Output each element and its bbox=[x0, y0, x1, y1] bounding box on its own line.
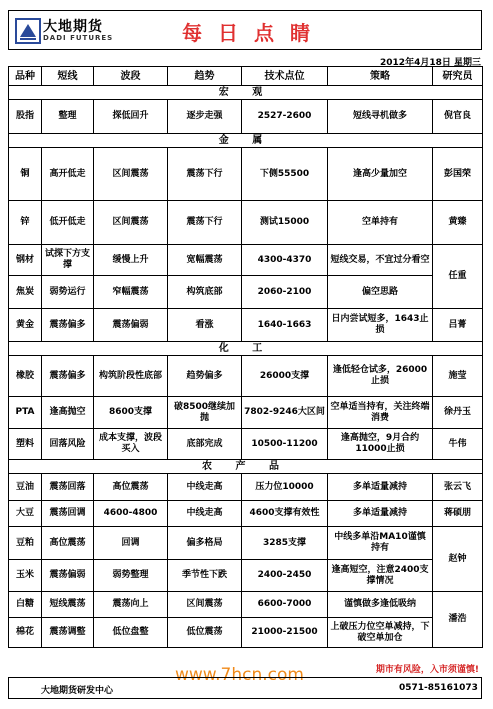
footer-lab: 大地期货研发中心 bbox=[41, 686, 114, 696]
page-title: 每日点睛 bbox=[182, 21, 326, 45]
table-row: 豆粕 高位震荡 回调 偏多格局 3285支撑 中线多单沿MA10谨慎持有 赵钟 bbox=[9, 527, 483, 560]
col-trend: 趋势 bbox=[168, 67, 242, 86]
col-tech: 技术点位 bbox=[242, 67, 328, 86]
table-row: 玉米 震荡偏弱 弱势整理 季节性下跌 2400-2450 逢高短空，注意2400支撑情况 bbox=[9, 560, 483, 592]
col-short: 短线 bbox=[42, 67, 94, 86]
header-row bbox=[9, 67, 483, 86]
header-box bbox=[8, 10, 482, 50]
table-row: 棉花 震荡调整 低位盘整 低位震荡 21000-21500 上破压力位空单减持，下破空单加仓 bbox=[9, 618, 483, 648]
col-strategy: 策略 bbox=[328, 67, 433, 86]
col-researcher: 研究员 bbox=[433, 67, 483, 86]
logo-name-cn: 大地期货 bbox=[43, 19, 103, 35]
table-row: 橡胶 震荡偏多 构筑阶段性底部 趋势偏多 26000支撑 逢低轻仓试多，26000止损 施莹 bbox=[9, 356, 483, 397]
table-row: PTA 逢高抛空 8600支撑 破8500继续加抛 7802-9246大区间 空单适当持有，关注终端消费 徐丹玉 bbox=[9, 397, 483, 429]
table-row: 股指 整理 探低回升 逐步走强 2527-2600 短线寻机做多 倪官良 bbox=[9, 100, 483, 134]
report-date: 2012年4月18日 星期三 bbox=[380, 58, 481, 68]
section-macro: 宏 观 bbox=[9, 86, 483, 100]
table-row: 黄金 震荡偏多 震荡偏弱 看涨 1640-1663 日内尝试短多，1643止损 吕菁 bbox=[9, 309, 483, 342]
table-row: 锌 低开低走 区间震荡 震荡下行 测试15000 空单持有 黄臻 bbox=[9, 201, 483, 245]
table-row: 塑料 回落风险 成本支撑，波段买入 底部完成 10500-11200 逢高抛空，9月合约11000止损 牛伟 bbox=[9, 429, 483, 460]
col-swing: 波段 bbox=[94, 67, 168, 86]
section-metals: 金 属 bbox=[9, 134, 483, 148]
table-row: 豆油 震荡回落 高位震荡 中线走高 压力位10000 多单适量减持 张云飞 bbox=[9, 474, 483, 501]
table-row: 焦炭 弱势运行 窄幅震荡 构筑底部 2060-2100 偏空思路 bbox=[9, 276, 483, 309]
table-row: 白糖 短线震荡 震荡向上 区间震荡 6600-7000 谨慎做多逢低吸纳 潘浩 bbox=[9, 592, 483, 618]
section-chem: 化 工 bbox=[9, 342, 483, 356]
risk-note: 期市有风险，入市须谨慎! bbox=[375, 665, 479, 675]
section-agri: 农 产 品 bbox=[9, 460, 483, 474]
col-variety: 品种 bbox=[9, 67, 42, 86]
footer-phone: 0571-85161073 bbox=[399, 683, 478, 693]
table-row: 铜 高开低走 区间震荡 震荡下行 下侧55500 逢高少量加空 彭国荣 bbox=[9, 148, 483, 201]
table-row: 大豆 震荡回调 4600-4800 中线走高 4600支撑有效性 多单适量减持 蒋硕朋 bbox=[9, 501, 483, 527]
logo-name-en: DADI FUTURES bbox=[43, 34, 114, 42]
table-row: 钢材 试探下方支撑 缓慢上升 宽幅震荡 4300-4370 短线交易，不宜过分看空 任重 bbox=[9, 245, 483, 276]
watermark: www.7hcn.com bbox=[175, 665, 304, 685]
footer bbox=[8, 677, 482, 699]
daily-table bbox=[8, 66, 483, 648]
